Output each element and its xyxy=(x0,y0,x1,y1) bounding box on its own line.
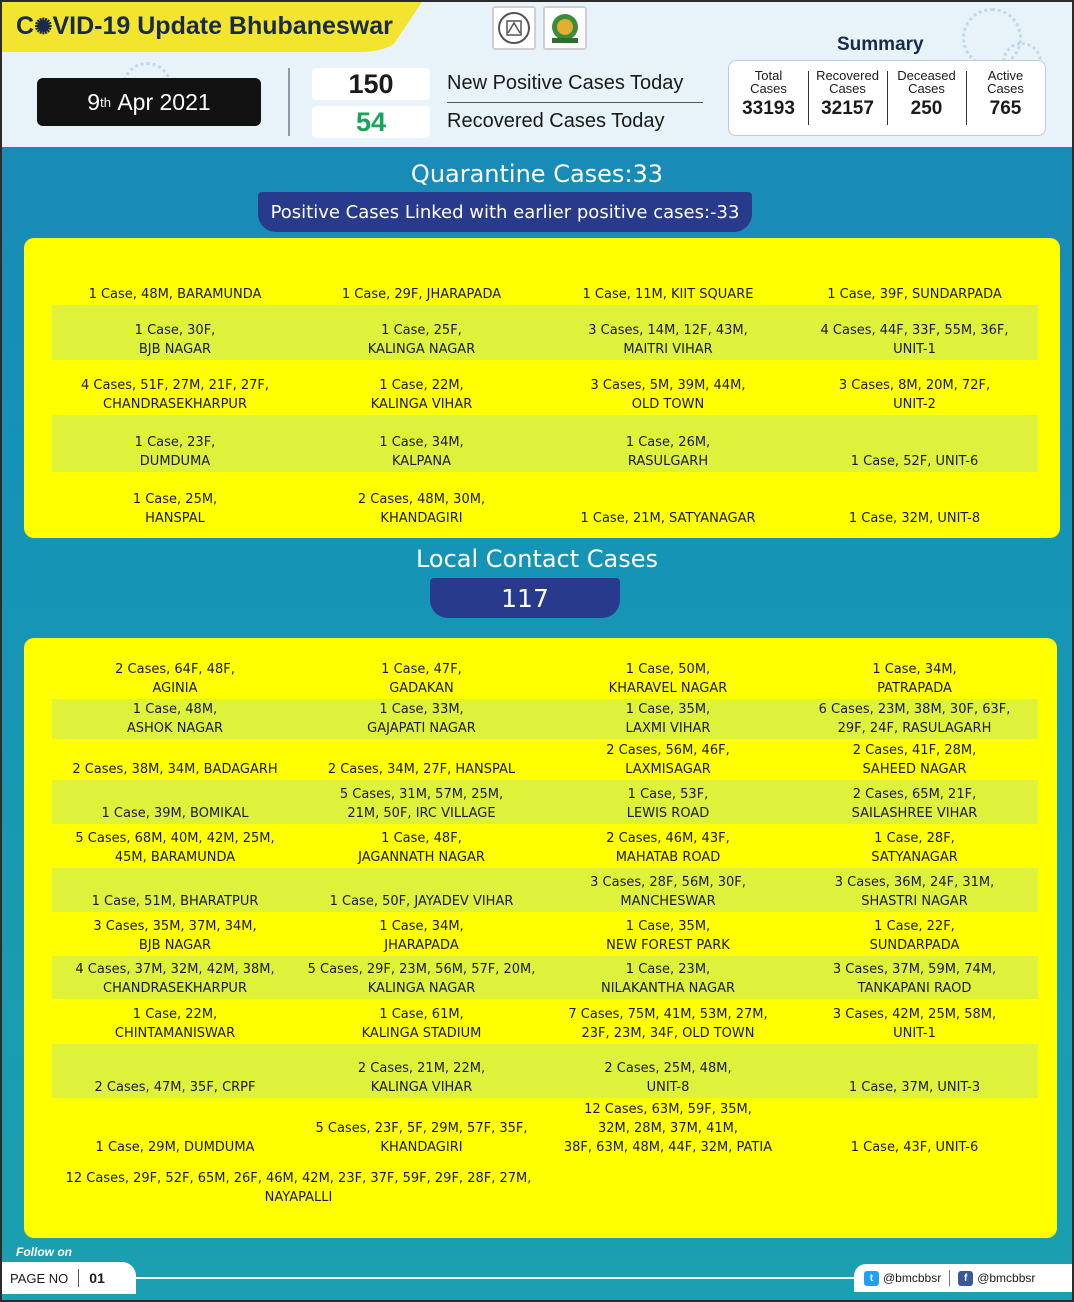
label-divider xyxy=(447,102,703,103)
table-cell: 5 Cases, 31M, 57M, 25M, 21M, 50F, IRC VILLAGE xyxy=(298,780,545,824)
summary-value: 33193 xyxy=(742,98,795,119)
page-number-tab xyxy=(2,1262,136,1294)
summary-label: Active Cases xyxy=(987,68,1024,96)
table-cell: 12 Cases, 63M, 59F, 35M, 32M, 28M, 37M, 41M, 38F, 63M, 48M, 44F, 32M, PATIA xyxy=(563,1102,773,1155)
table-cell: 1 Case, 23M, NILAKANTHA NAGAR xyxy=(545,956,791,999)
virus-icon: ✺ xyxy=(34,14,53,39)
table-cell: 1 Case, 29M, DUMDUMA xyxy=(95,1140,255,1155)
recovered-today-count: 54 xyxy=(312,106,430,138)
table-cell: 1 Case, 22M, KALINGA VIHAR xyxy=(370,378,473,412)
table-cell: 2 Cases, 25M, 48M, UNIT-8 xyxy=(545,1044,791,1098)
table-cell: 3 Cases, 35M, 37M, 34M, BJB NAGAR xyxy=(93,919,257,953)
facebook-icon[interactable]: f xyxy=(958,1271,973,1286)
table-cell: 1 Case, 34M, PATRAPADA xyxy=(872,662,957,696)
table-cell: 1 Case, 21M, SATYANAGAR xyxy=(580,511,756,526)
table-cell: 1 Case, 53F, LEWIS ROAD xyxy=(545,780,791,824)
bmc-logo xyxy=(543,6,587,50)
quarantine-table xyxy=(52,250,1038,529)
follow-on-label: Follow on xyxy=(16,1245,72,1259)
footer xyxy=(2,1262,1072,1302)
summary-active xyxy=(966,61,1045,135)
summary-deceased xyxy=(887,61,966,135)
table-cell: 1 Case, 50F, JAYADEV VIHAR xyxy=(298,868,545,912)
summary-title: Summary xyxy=(837,34,924,55)
table-cell: 2 Cases, 56M, 46F, LAXMISAGAR xyxy=(606,743,730,777)
table-cell: 1 Case, 48M, ASHOK NAGAR xyxy=(52,699,298,739)
table-cell: 1 Case, 48M, BARAMUNDA xyxy=(88,287,262,302)
table-cell: 3 Cases, 28F, 56M, 30F, MANCHESWAR xyxy=(545,868,791,912)
table-cell: 1 Case, 52F, UNIT-6 xyxy=(791,415,1038,472)
table-cell: 1 Case, 26M, RASULGARH xyxy=(545,415,791,472)
local-contact-title: Local Contact Cases xyxy=(415,545,659,573)
page-title xyxy=(16,12,393,41)
table-cell: 2 Cases, 21M, 22M, KALINGA VIHAR xyxy=(298,1044,545,1098)
twitter-icon[interactable]: t xyxy=(864,1271,879,1286)
page-no-value: 01 xyxy=(89,1270,105,1286)
social-links xyxy=(854,1264,1072,1292)
table-cell: 1 Case, 34M, JHARAPADA xyxy=(379,919,464,953)
table-cell: 2 Cases, 47M, 35F, CRPF xyxy=(52,1044,298,1098)
table-cell: 1 Case, 23F, DUMDUMA xyxy=(52,415,298,472)
table-cell: 1 Case, 25F, KALINGA NAGAR xyxy=(298,305,545,360)
social-separator xyxy=(949,1270,950,1286)
table-cell: 1 Case, 22F, SUNDARPADA xyxy=(869,919,960,953)
table-cell: 12 Cases, 29F, 52F, 65M, 26F, 46M, 42M, 23F, 37F, 59F, 29F, 28F, 27M, NAYAPALLI xyxy=(65,1171,532,1205)
table-cell: 2 Cases, 41F, 28M, SAHEED NAGAR xyxy=(852,743,977,777)
summary-label: Deceased Cases xyxy=(897,68,956,96)
table-cell: 1 Case, 51M, BHARATPUR xyxy=(52,868,298,912)
table-cell: 2 Cases, 38M, 34M, BADAGARH xyxy=(72,762,278,777)
header xyxy=(2,2,1072,147)
footer-line xyxy=(136,1277,856,1279)
table-cell: 2 Cases, 46M, 43F, MAHATAB ROAD xyxy=(606,831,730,865)
table-cell: 1 Case, 33M, GAJAPATI NAGAR xyxy=(298,699,545,739)
table-cell-empty xyxy=(545,1158,1038,1208)
table-cell: 1 Case, 47F, GADAKAN xyxy=(381,662,462,696)
table-cell: 1 Case, 61M, KALINGA STADIUM xyxy=(361,1007,482,1041)
table-cell: 7 Cases, 75M, 41M, 53M, 27M, 23F, 23M, 34F, OLD TOWN xyxy=(568,1007,768,1041)
table-cell: 4 Cases, 51F, 27M, 21F, 27F, CHANDRASEKHARPUR xyxy=(81,378,269,412)
table-cell: 3 Cases, 5M, 39M, 44M, OLD TOWN xyxy=(590,378,746,412)
table-cell: 1 Case, 11M, KIIT SQUARE xyxy=(582,287,754,302)
table-cell: 1 Case, 28F, SATYANAGAR xyxy=(871,831,958,865)
summary-label: Recovered Cases xyxy=(816,68,879,96)
table-cell: 1 Case, 37M, UNIT-3 xyxy=(791,1044,1038,1098)
facebook-handle[interactable]: @bmcbbsr xyxy=(977,1271,1036,1285)
table-cell: 1 Case, 34M, KALPANA xyxy=(298,415,545,472)
table-cell: 4 Cases, 37M, 32M, 42M, 38M, CHANDRASEKHARPUR xyxy=(52,956,298,999)
title-prefix: C xyxy=(16,12,35,40)
table-cell: 3 Cases, 42M, 25M, 58M, UNIT-1 xyxy=(832,1007,997,1041)
table-cell: 2 Cases, 48M, 30M, KHANDAGIRI xyxy=(357,492,486,526)
page-no-separator xyxy=(78,1269,79,1287)
recovered-today-label: Recovered Cases Today xyxy=(447,110,665,132)
table-cell: 4 Cases, 44F, 33F, 55M, 36F, UNIT-1 xyxy=(791,305,1038,360)
table-cell: 2 Cases, 34M, 27F, HANSPAL xyxy=(327,762,516,777)
table-cell: 6 Cases, 23M, 38M, 30F, 63F, 29F, 24F, RASULAGARH xyxy=(791,699,1038,739)
odisha-govt-logo xyxy=(492,6,536,50)
table-cell: 1 Case, 22M, CHINTAMANISWAR xyxy=(114,1007,236,1041)
summary-total xyxy=(729,61,808,135)
table-cell: 1 Case, 39M, BOMIKAL xyxy=(52,780,298,824)
local-contact-count: 117 xyxy=(430,578,620,618)
local-contact-table xyxy=(52,652,1038,1208)
header-divider xyxy=(288,68,290,136)
quarantine-subtitle: Positive Cases Linked with earlier positive cases:-33 xyxy=(258,192,752,232)
summary-value: 250 xyxy=(910,98,943,119)
title-suffix: VID-19 Update Bhubaneswar xyxy=(52,12,393,40)
new-positive-label: New Positive Cases Today xyxy=(447,72,684,94)
table-cell: 2 Cases, 65M, 21F, SAILASHREE VIHAR xyxy=(791,780,1038,824)
table-cell: 1 Case, 29F, JHARAPADA xyxy=(341,287,502,302)
table-cell: 1 Case, 48F, JAGANNATH NAGAR xyxy=(358,831,485,865)
table-cell: 1 Case, 35M, LAXMI VIHAR xyxy=(545,699,791,739)
table-cell: 5 Cases, 68M, 40M, 42M, 25M, 45M, BARAMUNDA xyxy=(75,831,275,865)
table-cell: 3 Cases, 36M, 24F, 31M, SHASTRI NAGAR xyxy=(791,868,1038,912)
summary-label: Total Cases xyxy=(750,68,787,96)
table-cell: 3 Cases, 14M, 12F, 43M, MAITRI VIHAR xyxy=(545,305,791,360)
twitter-handle[interactable]: @bmcbbsr xyxy=(883,1271,942,1285)
report-date: 9 th Apr 2021 xyxy=(37,78,261,126)
table-cell: 2 Cases, 64F, 48F, AGINIA xyxy=(115,662,235,696)
table-cell: 1 Case, 39F, SUNDARPADA xyxy=(827,287,1002,302)
table-cell: 1 Case, 30F, BJB NAGAR xyxy=(52,305,298,360)
table-cell: 1 Case, 25M, HANSPAL xyxy=(132,492,218,526)
table-cell: 3 Cases, 8M, 20M, 72F, UNIT-2 xyxy=(838,378,991,412)
quarantine-title: Quarantine Cases:33 xyxy=(410,160,664,188)
table-cell: 1 Case, 50M, KHARAVEL NAGAR xyxy=(608,662,728,696)
table-cell: 1 Case, 43F, UNIT-6 xyxy=(850,1140,979,1155)
summary-recovered xyxy=(808,61,887,135)
table-cell: 1 Case, 32M, UNIT-8 xyxy=(848,511,981,526)
table-cell: 5 Cases, 29F, 23M, 56M, 57F, 20M, KALINGA NAGAR xyxy=(298,956,545,999)
table-cell: 1 Case, 35M, NEW FOREST PARK xyxy=(606,919,730,953)
table-cell: 3 Cases, 37M, 59M, 74M, TANKAPANI RAOD xyxy=(791,956,1038,999)
summary-value: 765 xyxy=(989,98,1022,119)
summary-value: 32157 xyxy=(821,98,874,119)
new-positive-count: 150 xyxy=(312,68,430,100)
page-no-label: PAGE NO xyxy=(10,1270,69,1286)
summary-box xyxy=(728,60,1046,136)
table-cell: 5 Cases, 23F, 5F, 29M, 57F, 35F, KHANDAGIRI xyxy=(315,1121,528,1155)
